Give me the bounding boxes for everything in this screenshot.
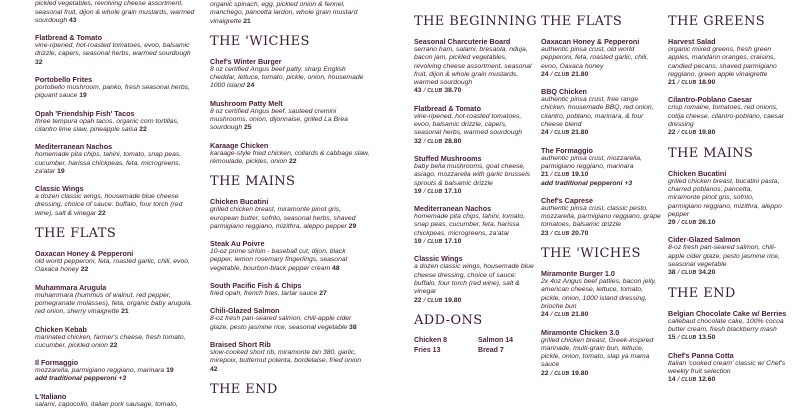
menu-item-description-text: callebaut chocolate cake, 100% cocoa butter cream, fresh blackberry mash — [668, 317, 784, 333]
menu-item-price-line: 22 / CLUB 19.80 — [414, 296, 462, 304]
menu-item-name: Stuffed Mushrooms — [414, 153, 482, 163]
menu-item — [210, 197, 370, 231]
menu-item-price: 32 — [414, 137, 422, 145]
menu-item-price-line: 15 / CLUB 13.50 — [668, 334, 716, 342]
menu-item-name: Chicken Kebab — [35, 324, 87, 334]
menu-item-price: 24 — [541, 129, 549, 137]
menu-item-description-text: 2x 4oz Angus beef patties, bacon jelly, american cheese, lettuce, tomato, pickle, onion, 1000 island dressing, brioche bun — [541, 278, 657, 310]
menu-item-description-text: crisp romaine, tomatoes, red onions, cotija cheese, cilantro-poblano, caesar dressing — [668, 104, 784, 129]
menu-item-name: The Formaggio — [541, 145, 593, 155]
menu-item-description-text: 8-oz fresh pan-seared salmon, chili-apple cider glaze, pesto jasmine rice, seasonal vegetable — [210, 315, 352, 331]
menu-item-description — [35, 258, 195, 275]
section-title-mains: THE MAINS — [668, 145, 754, 161]
menu-item — [35, 142, 195, 176]
menu-item-name: Il Formaggio — [35, 358, 79, 368]
club-label: CLUB — [681, 130, 697, 137]
menu-item-description — [541, 96, 661, 129]
club-label: CLUB — [681, 377, 697, 384]
menu-item-name: Flatbread & Tomato — [35, 33, 102, 43]
section-title-addons: ADD-ONS — [414, 312, 483, 328]
menu-item-price: 21 — [121, 308, 129, 316]
menu-item — [541, 146, 661, 188]
menu-item-description — [541, 155, 661, 172]
menu-item-description — [668, 360, 786, 377]
menu-item-description — [210, 248, 370, 273]
menu-item-name: South Pacific Fish & Chips — [210, 281, 302, 291]
menu-item-description — [210, 66, 370, 91]
menu-item-description — [541, 337, 661, 370]
menu-item-description — [35, 0, 195, 25]
menu-item-price: 21 — [668, 79, 676, 87]
right-page-column-3 — [668, 8, 786, 392]
menu-item-description-text: homemade pita chips, tahini, tomato, snap peas, cucumber, harissa chickpeas, feta, microgreens, za'atar — [35, 151, 182, 175]
menu-item-description-text: 8 oz certified Angus beef patty, sharp English cheddar, lettuce, tomato, pickle, onion, housemade 1000 island — [210, 65, 364, 90]
club-price: 17.10 — [444, 187, 462, 195]
menu-item-description-text: authentic pinsa crust, free range chicken, housemade BBQ, red onion, cilantro, poblano, marinara, & four cheese blend — [541, 96, 654, 129]
menu-item-name: Chef's Winter Burger — [210, 56, 282, 66]
menu-item-price: 19 — [414, 238, 422, 246]
menu-item — [668, 235, 786, 277]
menu-item-description-text: grilled chicken breast, miramonte pinot gris, european butter, sofrito, seasonal herbs, shaved parmigiano reggiano, mizithra, aleppo pepper — [210, 206, 356, 230]
menu-item-description — [210, 1, 370, 26]
menu-item-description — [35, 334, 195, 351]
club-label: CLUB — [554, 71, 570, 78]
menu-item-description-text: authentic pinsa crust, classic pesto, mozzarella, parmigiano reggiano, grape tomatoes, balsamic drizzle — [541, 204, 661, 229]
menu-item-description — [210, 206, 370, 231]
menu-item-price: 29 — [348, 222, 357, 230]
menu-item-name: Portobello Frites — [35, 75, 93, 85]
menu-item-price-line: 19 / CLUB 17.10 — [414, 238, 462, 246]
menu-item-description-text: homemade pita chips, tahini, tomato, snap peas, cucumber, feta, harissa chickpeas, microgreens, za'atar — [414, 213, 526, 237]
menu-item-price: 15 — [668, 334, 676, 342]
menu-item-description-text: vine-ripened, hot-roasted tomatoes, evoo, balsamic drizzle, capers, seasonal herbs, warmed sourdough — [35, 42, 191, 58]
menu-item-price: 22 — [541, 369, 549, 377]
menu-item-price: 19 — [79, 92, 87, 100]
menu-item-description — [668, 244, 786, 269]
menu-item-description-text: three tempura opah tacos, organic corn tortillas, cilantro lime slaw, pineapple salsa — [35, 117, 179, 133]
addon-item: Chicken 8 — [414, 336, 448, 344]
section-title-flats: THE FLATS — [35, 226, 117, 242]
club-price: 18.90 — [698, 79, 716, 87]
menu-item-description — [414, 113, 536, 138]
menu-item — [210, 340, 370, 374]
menu-item-description-text: pickled vegetables, revolving cheese assortment, seasonal fruit, dijon & whole grain mustards, warmed sourdough — [35, 0, 195, 24]
menu-item-description — [668, 104, 786, 129]
menu-item-description — [668, 178, 786, 219]
menu-item — [35, 75, 195, 101]
menu-item-price: 21 — [541, 171, 549, 179]
menu-item-price: 42 — [210, 365, 218, 373]
club-price: 21.80 — [571, 311, 589, 319]
menu-item-description-text: 10-oz prime sirloin - baseball cut, dijon, black pepper, lemon rosemary fingerlings, seasonal vegetable, bourbon-black pepper cream — [210, 248, 348, 272]
addons-list — [414, 336, 536, 355]
menu-page-right — [400, 0, 800, 400]
menu-item-name: L'Italiano — [35, 391, 67, 401]
menu-item — [35, 358, 195, 384]
menu-item — [35, 109, 195, 135]
menu-item-description-text: muhammara (hummus of walnut, red pepper, pomegranate molasses), feta, organic baby arugula, red onion, sherry vinaigrette — [35, 291, 193, 316]
menu-item-price-line: 23 / CLUB 20.70 — [541, 229, 589, 237]
club-price: 26.10 — [698, 219, 716, 227]
club-label: CLUB — [427, 138, 443, 145]
section-title-greens: THE GREENS — [668, 14, 766, 29]
menu-item-price-line: 24 / CLUB 21.80 — [541, 70, 589, 78]
menu-item — [414, 204, 536, 246]
menu-item-description — [414, 213, 536, 238]
menu-item-price: 24 — [541, 311, 549, 319]
menu-item-name: Classic Wings — [414, 254, 463, 264]
section-title-flats: THE FLATS — [541, 14, 623, 29]
club-label: CLUB — [427, 188, 443, 195]
menu-item-addon-note: add traditional pepperoni +3 — [541, 179, 633, 187]
menu-item-price-line: 14 / CLUB 12.60 — [668, 376, 716, 384]
club-price: 19.80 — [698, 129, 716, 137]
menu-item — [35, 283, 195, 317]
menu-item-price: 22 — [668, 129, 676, 137]
menu-item-description-text: old world pepperoni, feta, roasted garlic, chili, evoo, Oaxaca honey — [35, 258, 190, 274]
menu-item — [541, 196, 661, 238]
menu-item — [35, 325, 195, 351]
club-price: 34.20 — [698, 269, 716, 277]
menu-item — [35, 392, 195, 409]
menu-item-addon-note: add traditional pepperoni +3 — [35, 375, 127, 383]
menu-item — [414, 154, 536, 196]
menu-item-price: 22 — [98, 209, 106, 217]
menu-item-price: 38 — [349, 323, 357, 331]
club-label: CLUB — [427, 88, 443, 95]
menu-item-description — [210, 290, 370, 298]
menu-item-description-text: mozzarella, parmigiano reggiano, marinara — [35, 367, 165, 375]
menu-item-name: Steak Au Poivre — [210, 239, 265, 249]
menu-item-description-text: slow-cooked short rib, miramonte bin 380, garlic, mirepoix, butternut polenta, bordelaise, fried onion — [210, 348, 362, 365]
section-title-beginning: THE BEGINNING — [414, 14, 538, 29]
section-title-end: THE END — [668, 285, 736, 301]
club-price: 17.10 — [444, 238, 462, 246]
section-title-end: THE END — [210, 381, 278, 397]
menu-item-description-text: a dozen classic wings, housemade blue cheese dressing, choice of sauce: buffalo, four torch (red wine), salt & vinegar — [414, 263, 534, 296]
menu-item-price: 22 — [109, 341, 118, 349]
section-title-wiches: THE 'WICHES — [541, 246, 641, 262]
menu-item-description-text: organic mixed greens, fresh green apples, mandarin oranges, craisins, candied pecans, shaved parmigiano reggiano, green apple vinaigrette — [668, 46, 777, 78]
menu-item-price: 24 — [541, 70, 549, 78]
menu-item-name: Classic Wings — [35, 184, 84, 194]
menu-item-price-line: 24 / CLUB 21.80 — [541, 129, 589, 137]
club-price: 12.60 — [698, 376, 716, 384]
menu-item-name: Flatbread & Tomato — [414, 103, 481, 113]
section-title-wiches: THE 'WICHES — [210, 33, 310, 49]
menu-item — [210, 0, 370, 26]
club-price: 13.50 — [698, 334, 716, 342]
menu-item-price-line: 19 / CLUB 17.10 — [414, 187, 462, 195]
menu-item — [668, 169, 786, 228]
menu-item-name: Opah 'Friendship Fish' Tacos — [35, 108, 135, 118]
menu-item-price: 22 — [414, 296, 422, 304]
menu-item-description-text: grilled chicken breast, bucatini pasta, charred poblanos, pancetta, miramonte pinot gris, sofrito, parmigiano reggiano, mizithra, aleppo pepper — [668, 177, 782, 218]
menu-item-description — [35, 42, 195, 67]
club-price: 19.80 — [444, 296, 462, 304]
menu-item-description-text: baby bella mushrooms, goat cheese, asiago, mozzarella with garlic brussels sprouts & balsamic drizzle — [414, 162, 530, 187]
menu-item-description-text: authentic pinsa crust, mozzarella, parmigiano reggiano, marinara — [541, 154, 642, 170]
menu-item-price-line: 22 / CLUB 19.80 — [541, 369, 589, 377]
menu-item-description — [668, 46, 786, 79]
club-label: CLUB — [554, 312, 570, 319]
club-price: 38.70 — [444, 87, 462, 95]
menu-item — [35, 0, 195, 25]
menu-item-description — [210, 315, 370, 332]
menu-item-price: 24 — [246, 82, 255, 90]
menu-item-description-text: authentic pinsa crust, old world pepperoni, feta, roasted garlic, chili, evoo, Oaxaca honey — [541, 46, 649, 70]
menu-item-description — [35, 401, 195, 409]
club-label: CLUB — [681, 270, 697, 277]
menu-item-price: 43 — [414, 87, 422, 95]
menu-item-price-line: 21 / CLUB 19.10 — [541, 171, 589, 179]
right-page-column-1 — [414, 8, 536, 355]
menu-item — [668, 37, 786, 87]
club-price: 21.80 — [571, 129, 589, 137]
menu-item-name: Chili-Glazed Salmon — [210, 306, 280, 316]
menu-item-description — [210, 108, 370, 133]
menu-item-description — [541, 278, 661, 311]
addon-item: Bread 7 — [478, 346, 504, 354]
menu-item-price: 29 — [668, 219, 676, 227]
club-label: CLUB — [554, 172, 570, 179]
menu-item — [541, 37, 661, 79]
menu-item-description — [35, 292, 195, 317]
club-price: 21.80 — [571, 70, 589, 78]
menu-item-description — [35, 193, 195, 218]
menu-item — [668, 95, 786, 137]
menu-item — [210, 99, 370, 133]
menu-item-price-line: 43 / CLUB 38.70 — [414, 87, 462, 95]
menu-item-description-text: portobello mushroom, panko, fresh seasonal herbs, piquant sauce — [35, 84, 190, 100]
menu-item-price: 19 — [57, 167, 65, 175]
menu-item — [668, 351, 786, 385]
right-page-column-2 — [541, 8, 661, 386]
menu-item — [210, 57, 370, 91]
menu-item-description-text: vine-ripened, hot-roasted tomatoes, evoo, balsamic drizzle, capers, seasonal herbs, warmed sourdough — [414, 112, 523, 137]
menu-item-price: 27 — [319, 290, 327, 298]
menu-item-description — [414, 263, 536, 296]
club-price: 28.80 — [444, 137, 462, 145]
menu-item-price: 48 — [332, 264, 340, 272]
menu-item — [210, 306, 370, 332]
menu-item-price: 22 — [139, 125, 147, 133]
menu-item-price: 19 — [166, 367, 174, 375]
menu-item-price: 38 — [668, 269, 676, 277]
menu-item-description-text: karaage-style fried chicken, collards & cabbage slaw, rémoulade, pickles, onion — [210, 149, 370, 165]
menu-item — [35, 249, 195, 275]
menu-item-price: 21 — [243, 17, 251, 25]
menu-item-price-line: 38 / CLUB 34.20 — [668, 269, 716, 277]
menu-item-description-text: organic spinach, egg, pickled onion & fennel, manchego, pancetta lardon, whole grain mustard vinaigrette — [210, 1, 358, 25]
menu-item-description-text: marinated chicken, farmer's cheese, fresh tomato, cucumber, pickled onion — [35, 333, 186, 349]
menu-item-name: Cider-Glazed Salmon — [668, 235, 741, 245]
menu-item — [668, 309, 786, 343]
club-label: CLUB — [554, 130, 570, 137]
menu-item-price: 19 — [414, 187, 422, 195]
club-label: CLUB — [554, 370, 570, 377]
menu-item-description — [35, 118, 195, 135]
club-label: CLUB — [427, 297, 443, 304]
menu-item — [414, 37, 536, 96]
club-price: 20.70 — [571, 229, 589, 237]
club-price: 19.80 — [571, 369, 589, 377]
menu-item-price-line: 29 / CLUB 26.10 — [668, 219, 716, 227]
club-label: CLUB — [681, 80, 697, 87]
menu-item — [210, 141, 370, 167]
menu-item-price: 22 — [288, 157, 297, 165]
menu-item-description-text: 8-oz fresh pan-seared salmon, chili-apple cider glaze, pesto jasmine rice, seasonal vegetable — [668, 244, 780, 269]
menu-item-price: 32 — [35, 58, 43, 66]
menu-item-price-line: 24 / CLUB 21.80 — [541, 311, 589, 319]
menu-item-description-text: a dozen classic wings, housemade blue cheese dressing, choice of sauce: buffalo, four torch (red wine), salt & vinegar — [35, 193, 183, 217]
menu-item-description — [414, 46, 536, 87]
menu-item-description — [35, 84, 195, 101]
menu-item-name: Mediterranean Nachos — [414, 204, 492, 214]
addon-item: Salmon 14 — [478, 336, 514, 344]
menu-item-name: Chicken Bucatini — [668, 168, 727, 178]
menu-item-description-text: grilled chicken breast, Greek-inspired marinade, multi-grain bun, lettuce, pickle, onion, tomato, slap ya mama sauce — [541, 336, 654, 369]
addon-item: Fries 13 — [414, 346, 441, 354]
menu-item-price-line: 32 / CLUB 28.80 — [414, 137, 462, 145]
menu-item — [414, 104, 536, 146]
menu-item-name: Mushroom Patty Melt — [210, 98, 283, 108]
menu-item-price: 43 — [69, 16, 77, 24]
menu-item-name: Harvest Salad — [668, 37, 716, 46]
left-page-column-2 — [210, 0, 370, 405]
menu-item — [541, 269, 661, 319]
menu-item-description-text: 8 oz certified Angus beef, sauteed cremini mushrooms, onion, dijonnaise, grilled La Brea sourdough — [210, 107, 348, 132]
menu-item — [541, 87, 661, 137]
menu-item-name: Muhammara Arugula — [35, 282, 107, 292]
menu-item-name: Chef's Caprese — [541, 195, 594, 205]
menu-item — [210, 239, 370, 273]
menu-item-name: Belgian Chocolate Cake w/ Berries — [668, 308, 787, 318]
club-label: CLUB — [554, 230, 570, 237]
menu-item-name: BBQ Chicken — [541, 87, 587, 97]
menu-item-price: 23 — [541, 229, 549, 237]
menu-item-name: Karaage Chicken — [210, 140, 269, 150]
menu-item — [35, 184, 195, 218]
club-label: CLUB — [427, 239, 443, 246]
menu-item-description-text: salami, capocollo, italian pork sausage, tomato, — [35, 400, 178, 408]
menu-item-description-text: Italian 'cooked cream' classic w/ Chef's weekly fruit selection — [668, 359, 786, 375]
menu-item-name: Chef's Panna Cotta — [668, 350, 734, 360]
menu-item-name: Chicken Bucatini — [210, 197, 269, 207]
menu-item-description — [541, 46, 661, 71]
menu-item-name: Miramonte Chicken 3.0 — [541, 327, 620, 337]
menu-item-name: Miramonte Burger 1.0 — [541, 269, 615, 279]
menu-item-description-text: fried opah, french fries, tartar sauce — [210, 290, 318, 298]
menu-item — [210, 281, 370, 298]
menu-item-price: 22 — [80, 266, 89, 274]
menu-item-name: Mediterranean Nachos — [35, 142, 113, 152]
menu-item-name: Braised Short Rib — [210, 339, 271, 349]
menu-item-description — [35, 151, 195, 176]
menu-item-name: Seasonal Charcuterie Board — [414, 37, 511, 46]
menu-page-left — [0, 0, 400, 408]
menu-item-price: 25 — [244, 124, 252, 132]
menu-item — [541, 328, 661, 378]
section-title-mains: THE MAINS — [210, 174, 296, 190]
club-price: 19.10 — [571, 171, 589, 179]
menu-item-description — [210, 349, 370, 374]
menu-item-description — [668, 318, 786, 335]
menu-item-description — [210, 150, 370, 167]
menu-item — [35, 33, 195, 67]
menu-item-price-line: 22 / CLUB 19.80 — [668, 129, 716, 137]
left-page-column-1 — [35, 0, 195, 417]
menu-item-description — [541, 205, 661, 230]
menu-item-name: Cilantro-Poblano Caesar — [668, 95, 752, 105]
club-label: CLUB — [681, 220, 697, 227]
menu-item-name: Oaxacan Honey & Pepperoni — [541, 37, 640, 46]
menu-item-price: 14 — [668, 376, 676, 384]
menu-item-description — [414, 163, 536, 188]
menu-item-description-text: serrano ham, salami, bresaola, nduja, bacon jam, pickled vegetables, revolving cheese assortment, seasonal fruit, dijon & whole grain mustards, warmed sourdough — [414, 46, 532, 87]
menu-item-description — [35, 367, 195, 375]
menu-item — [414, 254, 536, 304]
club-label: CLUB — [681, 335, 697, 342]
menu-item-price-line: 21 / CLUB 18.90 — [668, 79, 716, 87]
menu-item-name: Oaxacan Honey & Pepperoni — [35, 249, 134, 259]
